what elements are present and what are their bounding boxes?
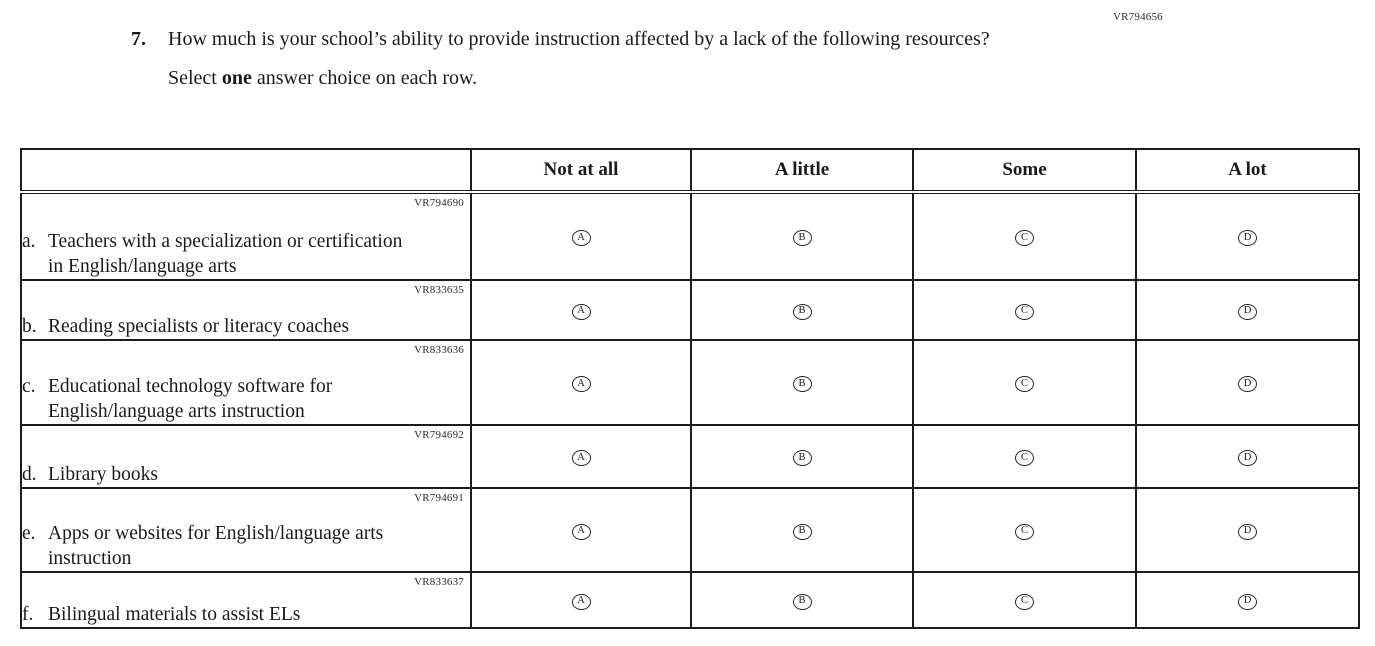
answer-cell (1136, 340, 1359, 425)
option-b-bubble[interactable]: B (793, 524, 812, 540)
row-item (22, 229, 470, 279)
row-item (22, 374, 470, 424)
row-letter: f. (22, 604, 34, 625)
option-d-bubble[interactable]: D (1238, 450, 1257, 466)
option-b-bubble[interactable]: B (793, 230, 812, 246)
row-label: Bilingual materials to assist ELs (48, 604, 301, 625)
answer-cell (913, 572, 1136, 628)
question-text: How much is your school’s ability to provide instruction affected by a lack of the following resources? (168, 28, 990, 50)
row-label-cell (21, 192, 471, 280)
row-letter: b. (22, 316, 37, 337)
answer-cell (471, 280, 691, 340)
row-vr-code: VR794691 (414, 492, 464, 504)
question-number: 7. (131, 28, 146, 50)
answer-cell (913, 192, 1136, 280)
table-row (21, 280, 1359, 340)
table-row (21, 572, 1359, 628)
table-row (21, 192, 1359, 280)
option-d-bubble[interactable]: D (1238, 304, 1257, 320)
option-b-bubble[interactable]: B (793, 376, 812, 392)
row-label-cell (21, 280, 471, 340)
option-a-bubble[interactable]: A (572, 594, 591, 610)
option-b-bubble[interactable]: B (793, 594, 812, 610)
row-label-cell (21, 488, 471, 572)
option-a-bubble[interactable]: A (572, 230, 591, 246)
answer-cell (691, 425, 913, 488)
answer-cell (913, 340, 1136, 425)
table-row (21, 425, 1359, 488)
answer-cell (913, 280, 1136, 340)
answer-cell (471, 488, 691, 572)
row-label: Library books (48, 464, 158, 485)
option-d-bubble[interactable]: D (1238, 376, 1257, 392)
answer-cell (913, 425, 1136, 488)
row-item (22, 462, 470, 487)
row-item (22, 602, 470, 627)
answer-cell (1136, 572, 1359, 628)
option-c-bubble[interactable]: C (1015, 230, 1034, 246)
answer-grid (20, 148, 1360, 629)
header-blank-cell (21, 149, 471, 192)
answer-cell (691, 488, 913, 572)
row-item (22, 521, 470, 571)
row-label: Educational technology software for English/language arts instruction (48, 376, 333, 422)
header-row (21, 149, 1359, 192)
answer-cell (471, 425, 691, 488)
row-letter: c. (22, 376, 36, 397)
row-vr-code: VR833637 (414, 576, 464, 588)
option-c-bubble[interactable]: C (1015, 376, 1034, 392)
instruction-suffix: answer choice on each row. (251, 67, 478, 89)
header-a-little: A little (691, 149, 913, 192)
header-some: Some (913, 149, 1136, 192)
answer-cell (471, 572, 691, 628)
option-a-bubble[interactable]: A (572, 524, 591, 540)
option-b-bubble[interactable]: B (793, 304, 812, 320)
row-letter: e. (22, 523, 36, 544)
option-d-bubble[interactable]: D (1238, 230, 1257, 246)
answer-cell (1136, 280, 1359, 340)
answer-cell (471, 192, 691, 280)
option-a-bubble[interactable]: A (572, 450, 591, 466)
header-not-at-all: Not at all (471, 149, 691, 192)
option-d-bubble[interactable]: D (1238, 594, 1257, 610)
option-a-bubble[interactable]: A (572, 304, 591, 320)
answer-cell (691, 280, 913, 340)
table-row (21, 340, 1359, 425)
answer-cell (691, 192, 913, 280)
option-a-bubble[interactable]: A (572, 376, 591, 392)
answer-cell (913, 488, 1136, 572)
row-label: Apps or websites for English/language arts instruction (48, 523, 384, 569)
option-c-bubble[interactable]: C (1015, 450, 1034, 466)
option-c-bubble[interactable]: C (1015, 304, 1034, 320)
question-body (168, 26, 990, 92)
row-letter: a. (22, 231, 36, 252)
answer-cell (1136, 425, 1359, 488)
row-label-cell (21, 425, 471, 488)
row-letter: d. (22, 464, 37, 485)
instruction-prefix: Select (168, 67, 222, 89)
row-vr-code: VR794690 (414, 197, 464, 209)
row-label-cell (21, 572, 471, 628)
row-item (22, 314, 470, 339)
answer-cell (471, 340, 691, 425)
row-vr-code: VR833635 (414, 284, 464, 296)
answer-cell (691, 340, 913, 425)
row-label-cell (21, 340, 471, 425)
instruction-bold-word: one (221, 67, 252, 89)
answer-cell (691, 572, 913, 628)
row-label: Teachers with a specialization or certification in English/language arts (48, 231, 403, 277)
question-vr-code: VR794656 (1113, 11, 1163, 23)
row-vr-code: VR833636 (414, 344, 464, 356)
row-label: Reading specialists or literacy coaches (48, 316, 350, 337)
question-block (131, 26, 990, 92)
option-c-bubble[interactable]: C (1015, 524, 1034, 540)
row-vr-code: VR794692 (414, 429, 464, 441)
table-row (21, 488, 1359, 572)
header-a-lot: A lot (1136, 149, 1359, 192)
answer-cell (1136, 192, 1359, 280)
question-instruction (168, 65, 990, 92)
answer-cell (1136, 488, 1359, 572)
option-d-bubble[interactable]: D (1238, 524, 1257, 540)
option-c-bubble[interactable]: C (1015, 594, 1034, 610)
option-b-bubble[interactable]: B (793, 450, 812, 466)
